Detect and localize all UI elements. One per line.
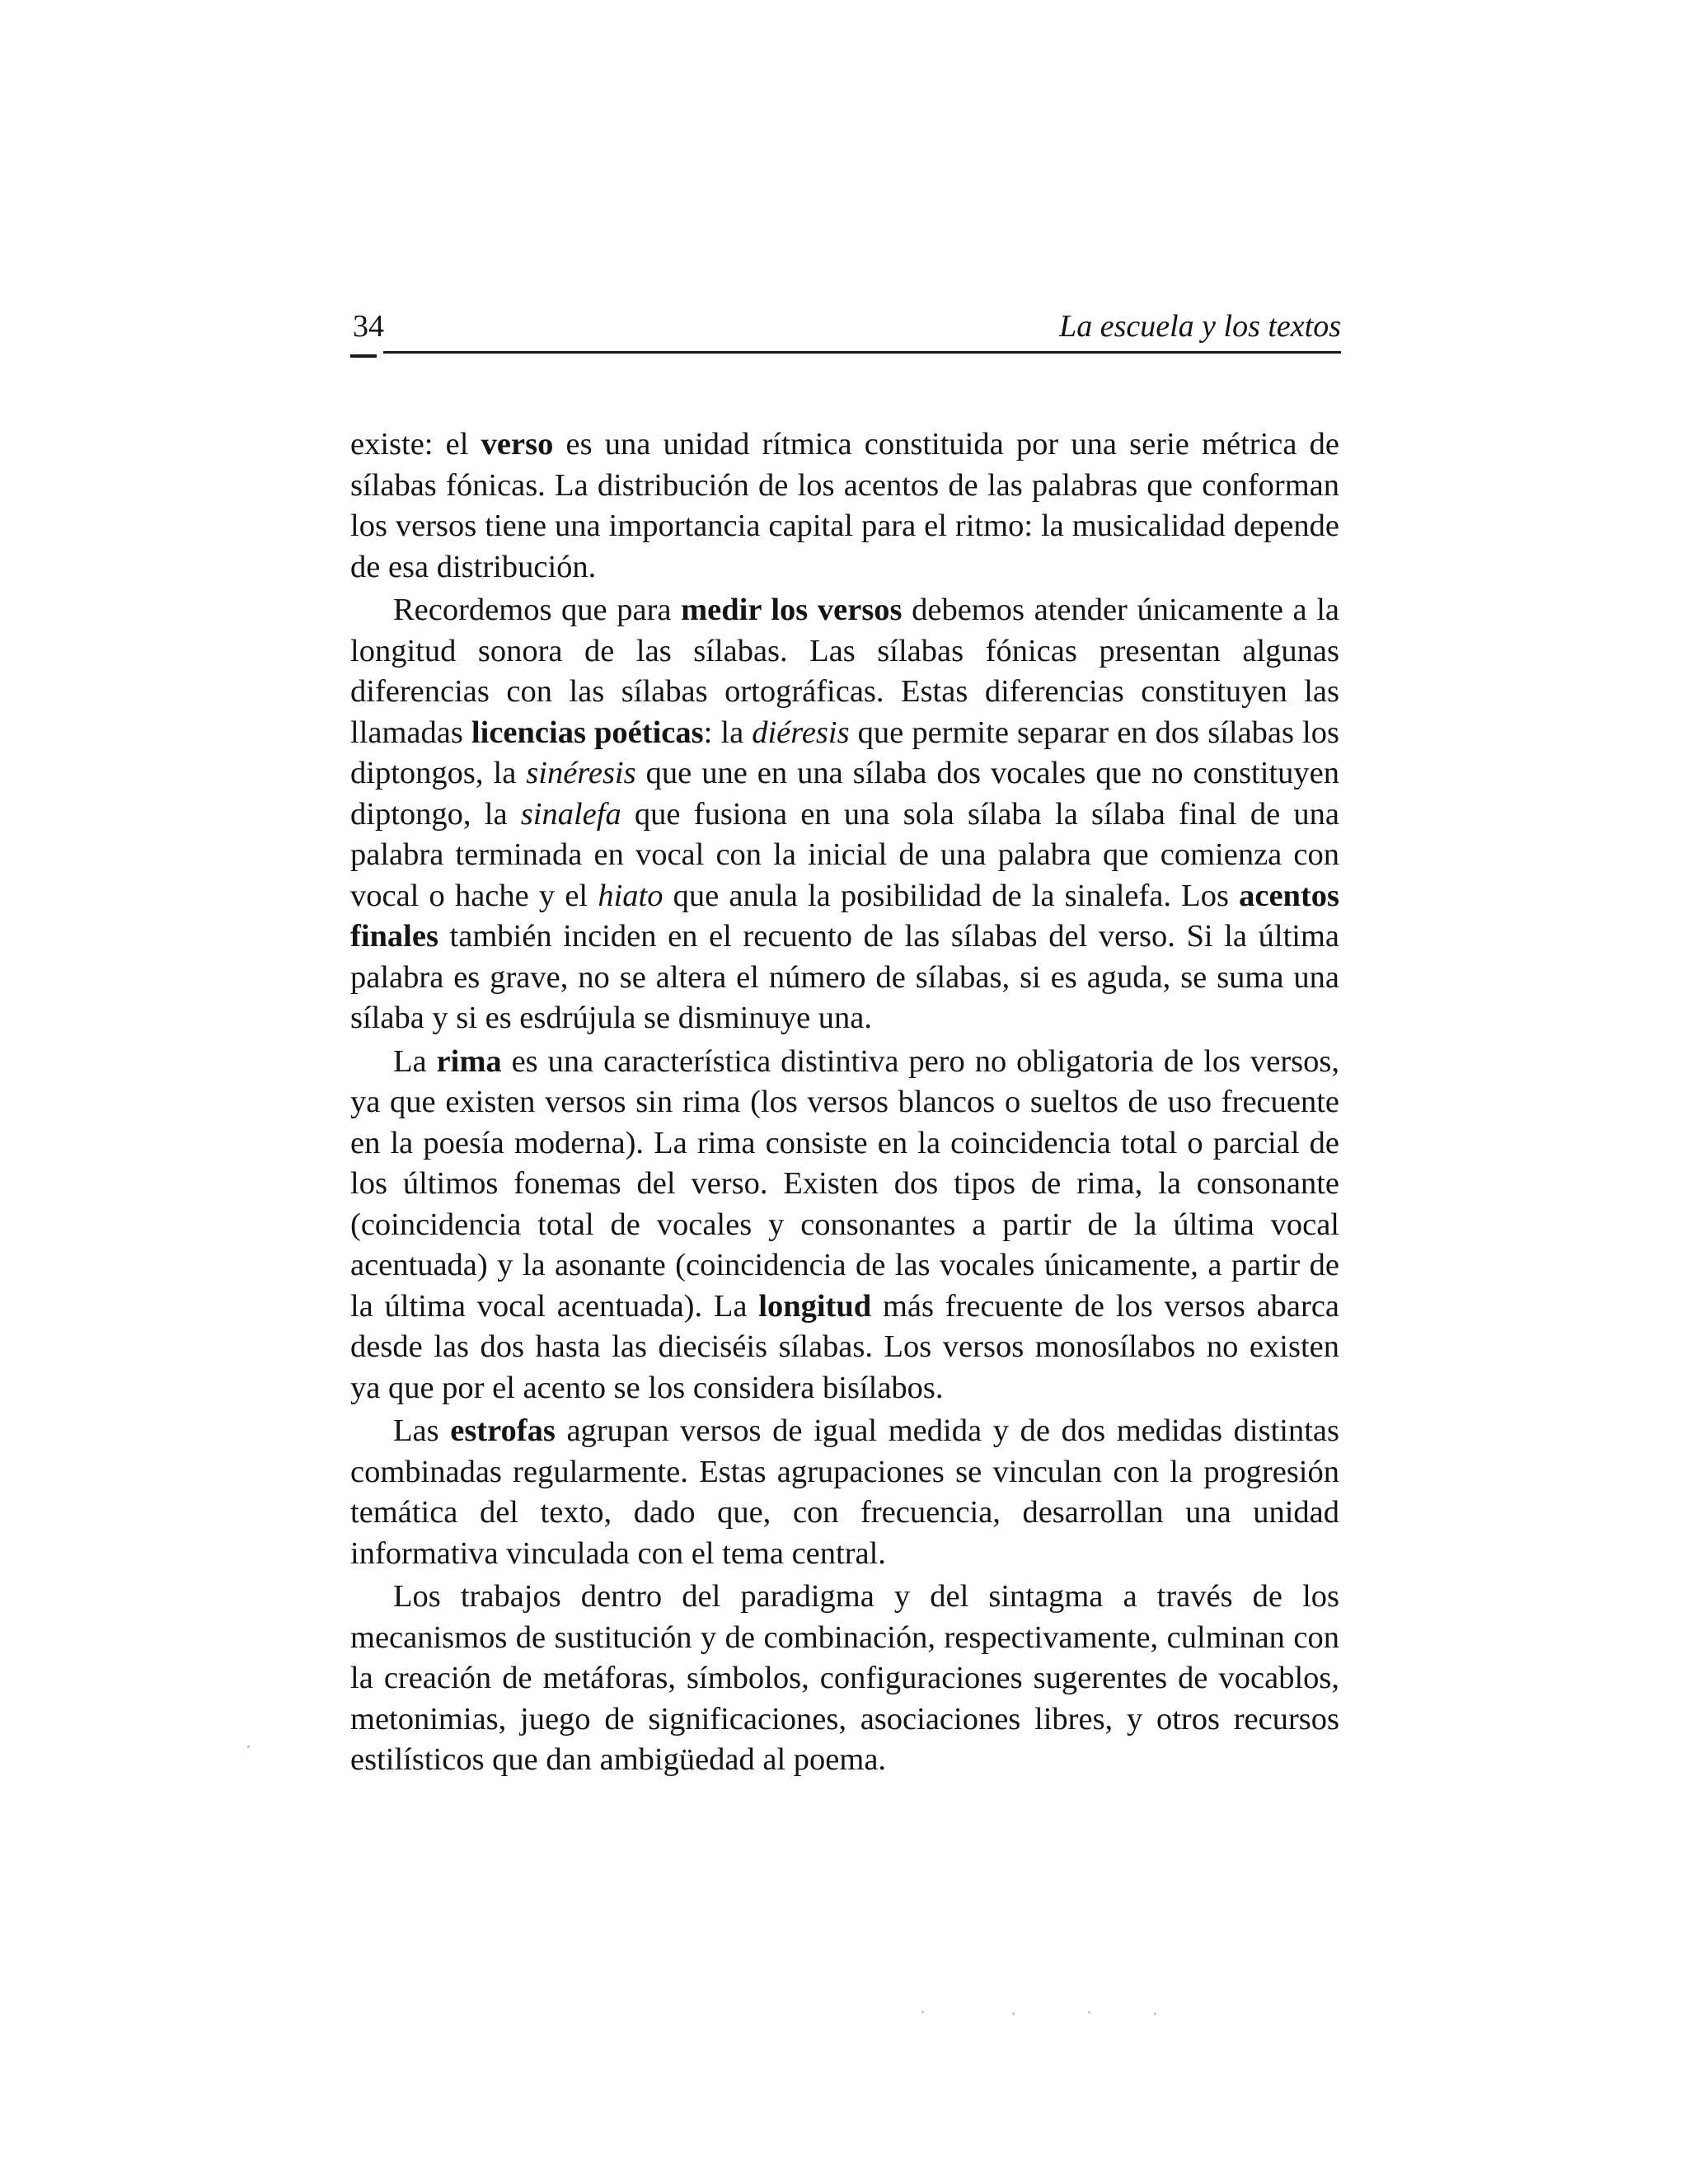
bold-term: acentos finales [350,878,1340,954]
text-run: más frecuente de los versos abarca desde las dos hasta las dieciséis sílabas. Los versos monosílabos no existen ya que por el acento se los considera bisílabos. [350,1288,1339,1405]
italic-term: sinalefa [520,796,621,832]
italic-term: diéresis [752,715,850,750]
paragraph-p3 [350,1042,1339,1409]
bold-term: medir los versos [681,593,903,627]
italic-term: sinéresis [526,756,636,790]
text-run: debemos atender únicamente a la longitud sonora de las sílabas. Las sílabas fónicas presentan algunas diferencias con las sílabas ortográficas. Estas diferencias constituyen las llamadas [350,593,1339,750]
paragraph-p1 [350,424,1339,588]
bold-term: verso [481,427,554,462]
page-number: 34 [353,309,384,344]
scan-speck [1154,2013,1156,2015]
text-run: Las [393,1413,451,1448]
text-run: agrupan versos de igual medida y de dos medidas distintas combinadas regularmente. Estas agrupaciones se vinculan con la progresión temática del texto, dado que, con frecuencia, desarrollan una unidad informativa vinculada con el tema central. [350,1413,1339,1571]
text-run: que permite separar en dos sílabas los diptongos, la [350,715,1339,790]
text-run: que une en una sílaba dos vocales que no constituyen diptongo, la [350,756,1339,832]
paragraph-p2 [350,590,1339,1039]
text-run: Recordemos que para [393,593,682,627]
page-number-underline [350,354,377,358]
bold-term: rima [436,1043,502,1079]
text-run: La [393,1043,437,1079]
running-title: La escuela y los textos [1059,309,1341,344]
text-run: también inciden en el recuento de las sílabas del verso. Si la última palabra es grave, no se altera el número de sílabas, si es aguda, se suma una sílaba y si es esdrújula se disminuye una. [350,919,1339,1035]
paragraph-p4 [350,1411,1339,1574]
header-rule [383,351,1341,354]
text-run: que anula la posibilidad de la sinalefa. Los [663,878,1240,913]
text-run: : la [703,715,753,750]
italic-term: hiato [598,878,663,913]
scan-speck [1012,2013,1015,2015]
running-head [350,307,1341,348]
text-run: Los trabajos dentro del paradigma y del sintagma a través de los mecanismos de sustitución y de combinación, respectivamente, culminan con la creación de metáforas, símbolos, configuraciones sugerentes de vocablos, metonimias, juego de significaciones, asociaciones libres, y otros recursos estilísticos que dan ambigüedad al poema. [350,1579,1339,1777]
bold-term: licencias poéticas [471,715,704,750]
text-run: existe: el [350,427,481,462]
scan-speck [1088,2011,1090,2013]
text-run: es una unidad rítmica constituida por una serie métrica de sílabas fónicas. La distribución de los acentos de las palabras que conforman los versos tiene una importancia capital para el ritmo: la musicalidad depende de esa distribución. [350,427,1339,584]
paragraph-p5 [350,1577,1339,1781]
bold-term: estrofas [450,1413,556,1448]
scan-speck [247,1746,250,1748]
text-run: que fusiona en una sola sílaba la sílaba final de una palabra terminada en vocal con la inicial de una palabra que comienza con vocal o hache y el [350,796,1339,913]
body-text [350,424,1339,1781]
scan-speck [921,2011,924,2013]
bold-term: longitud [758,1288,872,1324]
text-run: es una característica distintiva pero no obligatoria de los versos, ya que existen versos sin rima (los versos blancos o sueltos de uso frecuente en la poesía moderna). La rima consiste en la coincidencia total o parcial de los últimos fonemas del verso. Existen dos tipos de rima, la consonante (coincidencia total de vocales y consonantes a partir de la última vocal acentuada) y la asonante (coincidencia de las vocales únicamente, a partir de la última vocal acentuada). La [350,1043,1339,1324]
